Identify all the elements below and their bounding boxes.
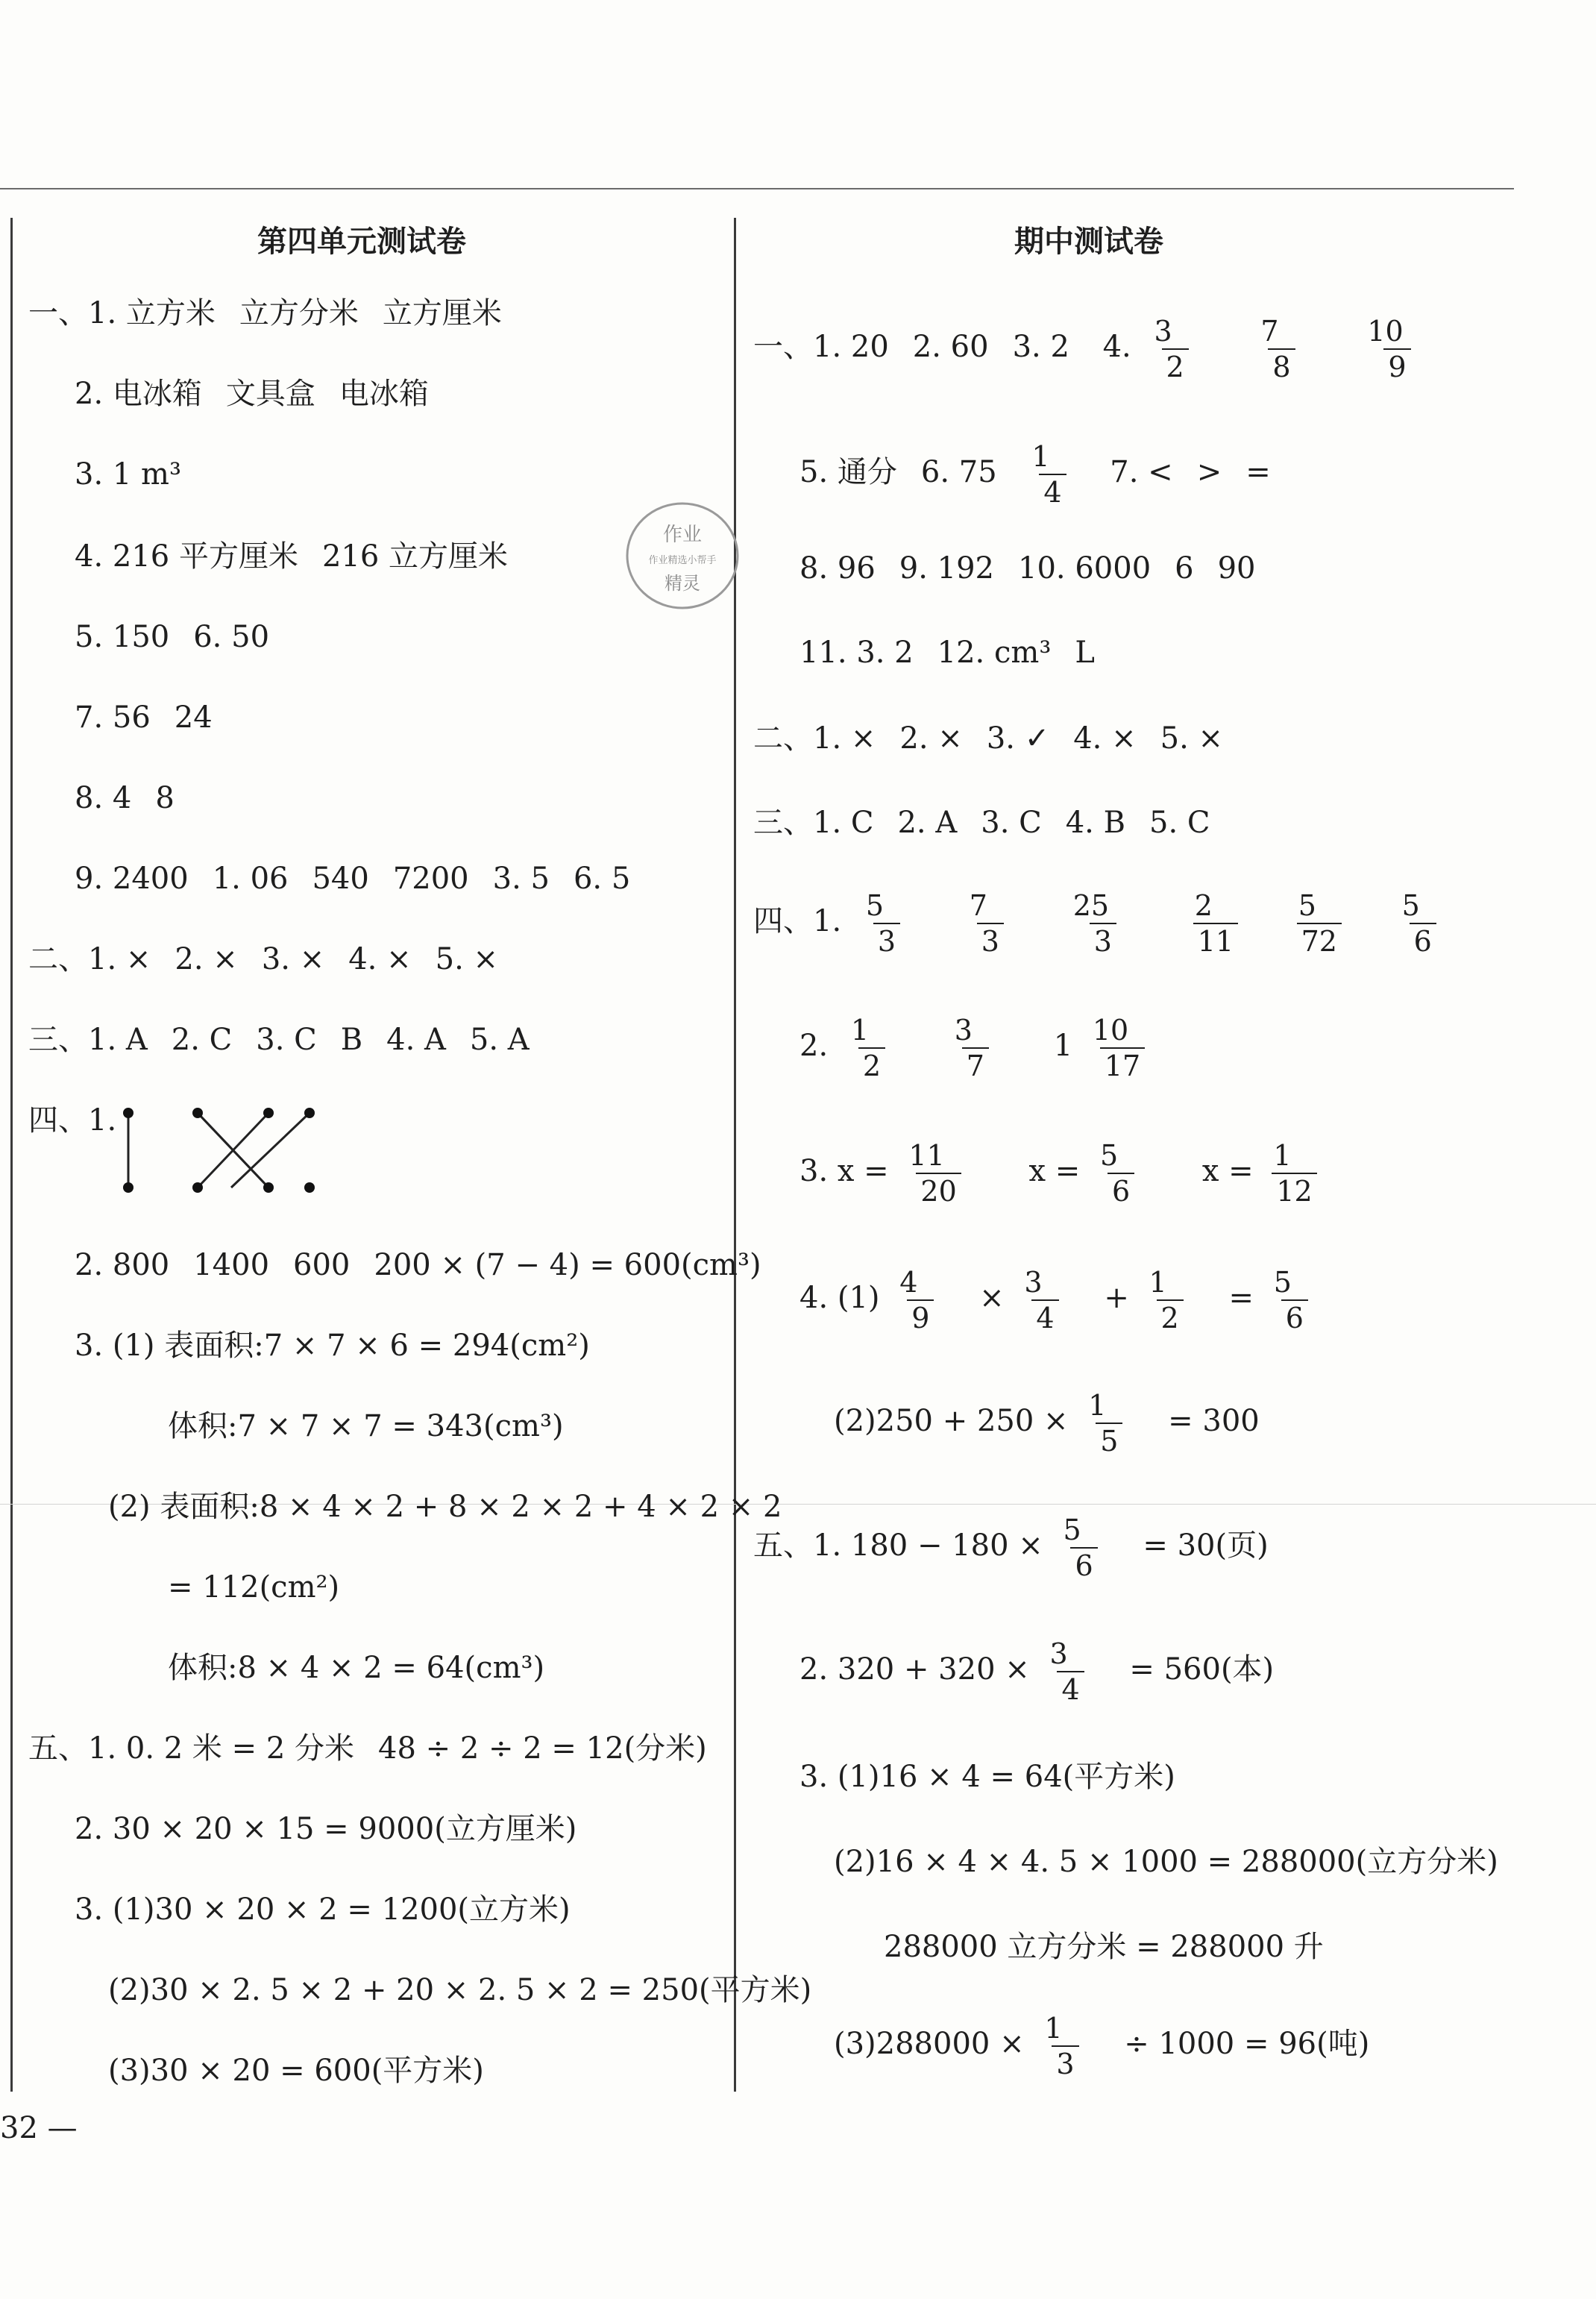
fraction: $\frac{2}{11}$ xyxy=(1190,891,1241,956)
answer-item: 200 × (7 − 4) = 600(cm³) xyxy=(374,1248,761,1282)
answer-item: 立方厘米 xyxy=(382,296,502,330)
answer-item: 5. 150 xyxy=(75,620,170,654)
left-title: 第四单元测试卷 xyxy=(257,225,466,259)
fraction: $\frac{10}{17}$ xyxy=(1088,1016,1157,1080)
fraction: $\frac{4}{9}$ xyxy=(895,1268,946,1332)
fraction: $\frac{1}{2}$ xyxy=(846,1016,897,1080)
right-line-8: 2. $\frac{1}{2}$ $\frac{3}{7}$ 1 $\frac{10}{17}$ xyxy=(799,1016,1157,1080)
answer-item: B xyxy=(340,1023,363,1057)
answer-item: 体积:7 × 7 × 7 = 343(cm³) xyxy=(168,1409,564,1443)
answer-item: 一、1. 立方米 xyxy=(28,296,216,330)
right-line-1: 一、1. 20 2. 60 3. 2 4. $\frac{3}{2}$ $\frac{7}{8}$ $\frac{10}{9}$ xyxy=(753,317,1432,381)
fraction: $\frac{1}{5}$ xyxy=(1084,1391,1134,1455)
fraction: $\frac{5}{6}$ xyxy=(1096,1141,1146,1205)
fraction: $\frac{5}{72}$ xyxy=(1294,891,1345,956)
answer-item: = 112(cm²) xyxy=(168,1570,340,1605)
fraction: $\frac{5}{6}$ xyxy=(1058,1516,1109,1580)
answer-item: 3. 5 xyxy=(492,862,550,896)
right-line-13: 2. 320 + 320 × $\frac{3}{4}$ = 560(本) xyxy=(799,1637,1275,1706)
left-line-20 xyxy=(75,1892,571,1927)
answer-item: 4. × xyxy=(348,942,412,976)
answer-item: 文具盒 xyxy=(225,377,315,411)
answer-item: 216 立方厘米 xyxy=(321,539,509,574)
left-line-3 xyxy=(75,457,182,492)
answer-item: 48 ÷ 2 ÷ 2 = 12(分米) xyxy=(378,1731,707,1766)
answer-item: 4. A xyxy=(386,1023,446,1057)
left-line-21 xyxy=(108,1975,811,2005)
left-line-6 xyxy=(75,700,213,735)
answer-item: 3. (1)30 × 20 × 2 = 1200(立方米) xyxy=(75,1892,571,1927)
left-line-16 xyxy=(168,1570,340,1605)
left-line-11 xyxy=(28,1103,117,1138)
right-line-10: 4. (1) $\frac{4}{9}$ × $\frac{3}{4}$ + $\frac{1}{2}$ = $\frac{5}{6}$ xyxy=(799,1268,1320,1332)
fraction: $\frac{1}{3}$ xyxy=(1040,2014,1090,2078)
answer-item: 9. 2400 xyxy=(75,862,189,896)
left-line-1 xyxy=(28,298,502,328)
right-line-14: 3. (1)16 × 4 = 64(平方米) xyxy=(799,1760,1175,1794)
right-line-12: 五、1. 180 − 180 × $\frac{5}{6}$ = 30(页) xyxy=(753,1514,1269,1582)
left-line-10 xyxy=(28,1025,530,1055)
answer-item: 3. (1) 表面积:7 × 7 × 6 = 294(cm²) xyxy=(75,1329,590,1363)
answer-item: 3. 1 m³ xyxy=(75,457,182,492)
right-line-9: 3. x = $\frac{11}{20}$ x = $\frac{5}{6}$ x = $\frac{1}{12}$ xyxy=(799,1141,1320,1205)
answer-item: 540 xyxy=(312,862,369,896)
fraction: $\frac{3}{4}$ xyxy=(1020,1268,1070,1332)
answer-item: 1400 xyxy=(193,1248,270,1282)
svg-text:精灵: 精灵 xyxy=(665,573,700,594)
answer-item: 7200 xyxy=(392,862,469,896)
fraction: $\frac{1}{2}$ xyxy=(1145,1268,1196,1332)
right-line-11: (2)250 + 250 × $\frac{1}{5}$ = 300 xyxy=(834,1389,1260,1458)
left-line-4 xyxy=(75,539,509,574)
answer-item: 三、1. A xyxy=(28,1023,148,1057)
answer-item: 1. 06 xyxy=(212,862,289,896)
right-line-17: (3)288000 × $\frac{1}{3}$ ÷ 1000 = 96(吨) xyxy=(834,2012,1370,2080)
answer-item: 8. 4 xyxy=(75,781,132,815)
answer-item: 2. 30 × 20 × 15 = 9000(立方厘米) xyxy=(75,1812,577,1846)
right-line-2: 5. 通分 6. 75 $\frac{1}{4}$ 7. < > = xyxy=(799,440,1271,509)
answer-item: 2. C xyxy=(171,1023,233,1057)
right-title: 期中测试卷 xyxy=(1014,225,1163,259)
fraction: $\frac{5}{3}$ xyxy=(861,891,912,956)
answer-item: 4. 216 平方厘米 xyxy=(75,539,298,574)
left-line-7 xyxy=(75,783,175,813)
left-line-22 xyxy=(108,2056,484,2086)
left-line-9 xyxy=(28,944,498,974)
answer-item: 5. × xyxy=(435,942,499,976)
answer-item: 5. A xyxy=(469,1023,530,1057)
right-line-16: 288000 立方分米 = 288000 升 xyxy=(884,1930,1324,1964)
answer-item: 6. 5 xyxy=(573,862,631,896)
svg-text:作业精选小帮手: 作业精选小帮手 xyxy=(648,555,717,566)
right-line-4: 11. 3. 2 12. cm³ L xyxy=(799,636,1095,670)
answer-item: 五、1. 0. 2 米 = 2 分米 xyxy=(28,1731,355,1766)
left-line-17 xyxy=(168,1653,544,1683)
right-line-5: 二、1. × 2. × 3. ✓ 4. × 5. × xyxy=(753,721,1224,756)
fraction: $\frac{25}{3}$ xyxy=(1069,891,1137,956)
fraction: $\frac{7}{8}$ xyxy=(1256,317,1307,381)
answer-item: 2. 800 xyxy=(75,1248,170,1282)
answer-item: 四、1. xyxy=(28,1103,117,1138)
answer-item: 2. 电冰箱 xyxy=(75,377,202,411)
right-line-7: 四、1. $\frac{5}{3}$ $\frac{7}{3}$ $\frac{25}{3}$ $\frac{2}{11}$ $\frac{5}{72}$ $\frac{5}{6}$ xyxy=(753,891,1448,956)
answer-item: 600 xyxy=(293,1248,351,1282)
left-line-13 xyxy=(75,1331,590,1361)
answer-item: 二、1. × xyxy=(28,942,151,976)
answer-item: 立方分米 xyxy=(239,296,359,330)
answer-item: 7. 56 xyxy=(75,700,151,735)
answer-item: 体积:8 × 4 × 2 = 64(cm³) xyxy=(168,1651,545,1685)
answer-item: 电冰箱 xyxy=(339,377,429,411)
fraction: $\frac{3}{7}$ xyxy=(950,1016,1001,1080)
right-line-3: 8. 96 9. 192 10. 6000 6 90 xyxy=(799,551,1256,586)
left-line-2 xyxy=(75,379,429,409)
page-number: 32 — xyxy=(0,2111,78,2145)
answer-item: (3)30 × 20 = 600(平方米) xyxy=(108,2054,484,2088)
answer-item: 2. × xyxy=(175,942,238,976)
fraction: $\frac{3}{2}$ xyxy=(1150,317,1201,381)
answer-item: 6. 50 xyxy=(193,620,270,654)
fraction: $\frac{11}{20}$ xyxy=(904,1141,973,1205)
right-line-6: 三、1. C 2. A 3. C 4. B 5. C xyxy=(753,806,1210,840)
fraction: $\frac{10}{9}$ xyxy=(1363,317,1431,381)
answer-item: (2)30 × 2. 5 × 2 + 20 × 2. 5 × 2 = 250(平方米) xyxy=(108,1973,812,2007)
fraction: $\frac{3}{4}$ xyxy=(1045,1640,1096,1704)
fraction: $\frac{5}{6}$ xyxy=(1269,1268,1320,1332)
fraction: $\frac{7}{3}$ xyxy=(965,891,1016,956)
matching-diagram xyxy=(112,1104,365,1201)
left-margin-line xyxy=(10,218,13,2092)
left-line-19 xyxy=(75,1814,576,1844)
left-line-18 xyxy=(28,1731,707,1766)
answer-item: (2) 表面积:8 × 4 × 2 + 8 × 2 × 2 + 4 × 2 × 2 xyxy=(108,1490,782,1524)
right-line-15: (2)16 × 4 × 4. 5 × 1000 = 288000(立方分米) xyxy=(834,1845,1498,1879)
fraction: $\frac{1}{12}$ xyxy=(1269,1141,1319,1205)
left-line-5 xyxy=(75,622,269,652)
answer-item: 8 xyxy=(155,781,175,815)
answer-item: 24 xyxy=(174,700,213,735)
watermark-stamp xyxy=(623,496,742,615)
left-line-15 xyxy=(108,1492,782,1522)
left-line-8 xyxy=(75,864,630,894)
answer-item: 3. C xyxy=(256,1023,317,1057)
answer-item: 3. × xyxy=(261,942,325,976)
left-line-12 xyxy=(75,1250,761,1280)
fraction: $\frac{1}{4}$ xyxy=(1027,442,1078,506)
fraction: $\frac{5}{6}$ xyxy=(1398,891,1448,956)
left-line-14 xyxy=(168,1411,564,1441)
top-rule xyxy=(0,188,1514,189)
svg-text:作业: 作业 xyxy=(662,524,703,546)
